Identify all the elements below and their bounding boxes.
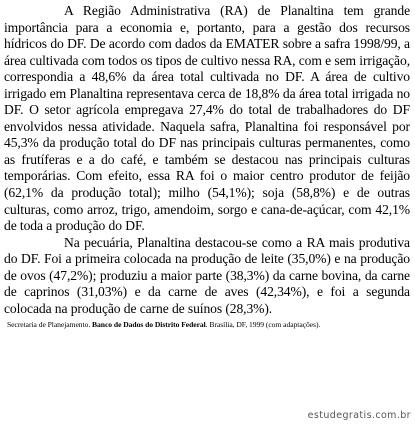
site-watermark: estudegratis.com.br <box>307 410 411 421</box>
paragraph-livestock: Na pecuária, Planaltina destacou-se como a RA mais produtiva do DF. Foi a primeira colocada na produção de leite (35,0%) e na produção de ovos (47,2%); produziu a maior parte (38,3%) da carne bovina, da carne de caprinos (31,03%) e da carne de aves (42,34%), e foi a segunda colocada na produção de carne de suínos (28,3%). <box>4 234 410 316</box>
document-body <box>4 3 410 330</box>
paragraph-agriculture: A Região Administrativa (RA) de Planaltina tem grande importância para a economia e, portanto, para a gestão dos recursos hídricos do DF. De acordo com dados da EMATER sobre a safra 1998/99, a área cultivada com todos os tipos de cultivo nessa RA, com e sem irrigação, correspondia a 48,6% da área total cultivada no DF. A área de cultivo irrigado em Planaltina representava cerca de 18,8% da área total irrigada no DF. O setor agrícola empregava 27,4% do total de trabalhadores do DF envolvidos nessa atividade. Naquela safra, Planaltina foi responsável por 45,3% da produção total do DF nas principais culturas permanentes, como as frutíferas e a do café, e também se destacou nas principais culturas temporárias. Com efeito, essa RA foi o maior centro produtor de feijão (62,1% da produção total); milho (54,1%); soja (58,8%) e de outras culturas, como arroz, trigo, amendoim, sorgo e cana-de-açúcar, com 42,1% de toda a produção do DF. <box>4 3 410 234</box>
source-citation <box>7 320 410 330</box>
source-suffix: . Brasília, DF, 1999 (com adaptações). <box>205 320 321 330</box>
source-title: Banco de Dados do Distrito Federal <box>92 320 206 330</box>
source-prefix: Secretaria de Planejamento. <box>7 320 93 330</box>
